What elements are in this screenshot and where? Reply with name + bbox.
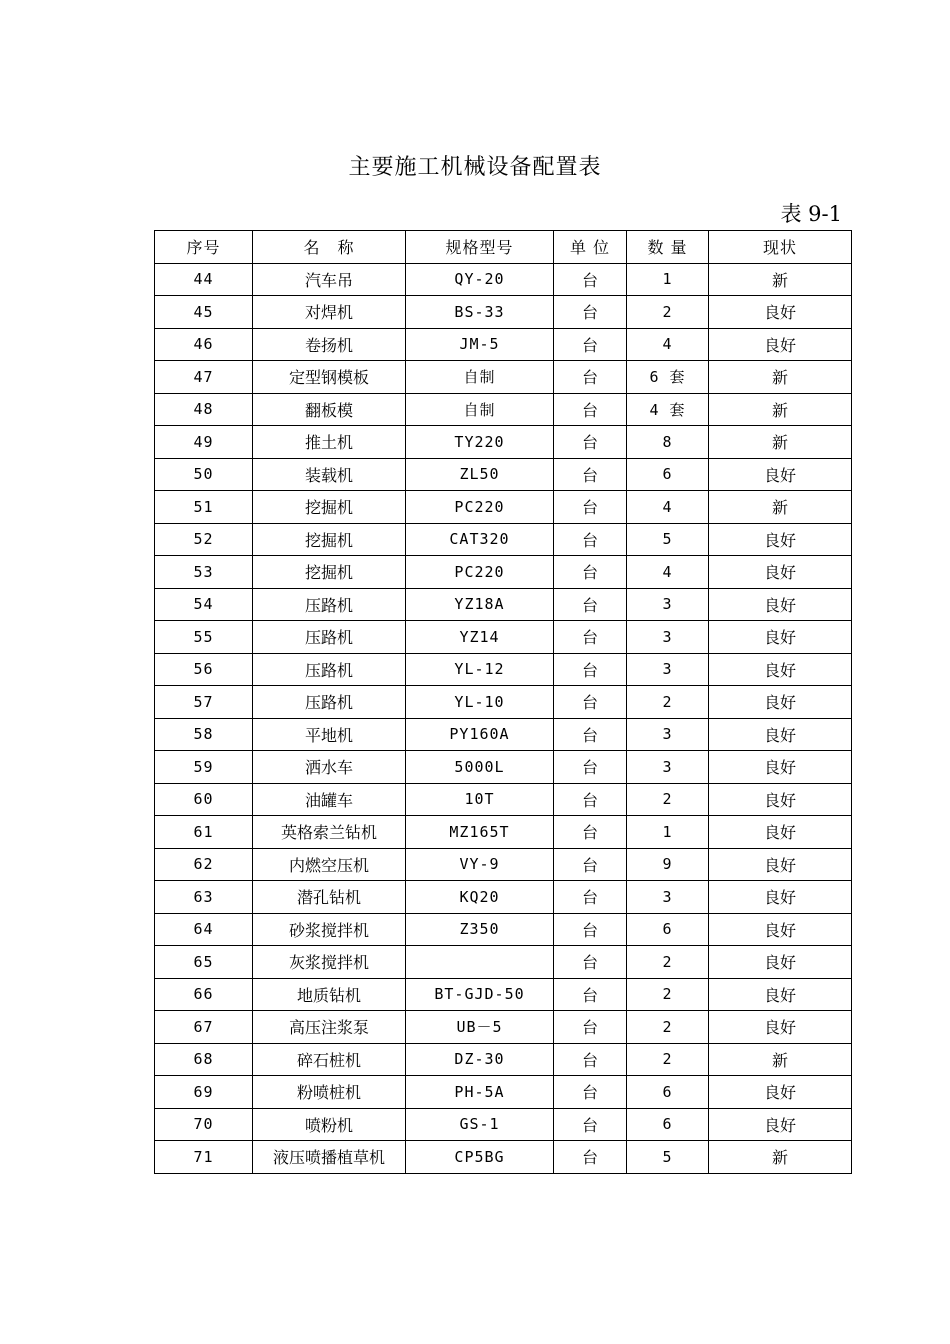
cell-model: 自制 <box>406 361 554 394</box>
header-quantity: 数 量 <box>627 231 709 264</box>
cell-name: 压路机 <box>253 621 406 654</box>
table-row <box>155 783 852 816</box>
cell-serial: 68 <box>155 1043 253 1076</box>
cell-unit: 台 <box>554 978 627 1011</box>
cell-serial: 61 <box>155 816 253 849</box>
table-row <box>155 588 852 621</box>
cell-quantity: 3 <box>627 621 709 654</box>
cell-quantity: 2 <box>627 296 709 329</box>
cell-name: 推土机 <box>253 426 406 459</box>
cell-unit: 台 <box>554 686 627 719</box>
cell-serial: 71 <box>155 1141 253 1174</box>
cell-quantity: 8 <box>627 426 709 459</box>
table-row <box>155 751 852 784</box>
cell-status: 良好 <box>709 621 852 654</box>
cell-unit: 台 <box>554 1141 627 1174</box>
cell-quantity: 3 <box>627 653 709 686</box>
cell-unit: 台 <box>554 393 627 426</box>
cell-name: 砂浆搅拌机 <box>253 913 406 946</box>
cell-unit: 台 <box>554 523 627 556</box>
cell-name: 卷扬机 <box>253 328 406 361</box>
table-row <box>155 361 852 394</box>
cell-quantity: 6 <box>627 913 709 946</box>
cell-quantity: 5 <box>627 1141 709 1174</box>
table-row <box>155 556 852 589</box>
cell-status: 良好 <box>709 296 852 329</box>
page-title: 主要施工机械设备配置表 <box>348 155 602 180</box>
cell-unit: 台 <box>554 458 627 491</box>
cell-model: MZ165T <box>406 816 554 849</box>
table-header-row <box>155 231 852 264</box>
cell-name: 潜孔钻机 <box>253 881 406 914</box>
cell-name: 对焊机 <box>253 296 406 329</box>
header-model: 规格型号 <box>406 231 554 264</box>
table-row <box>155 1011 852 1044</box>
cell-model: ZL50 <box>406 458 554 491</box>
cell-status: 良好 <box>709 783 852 816</box>
header-status: 现状 <box>709 231 852 264</box>
cell-serial: 60 <box>155 783 253 816</box>
cell-unit: 台 <box>554 718 627 751</box>
cell-name: 内燃空压机 <box>253 848 406 881</box>
cell-unit: 台 <box>554 1011 627 1044</box>
cell-unit: 台 <box>554 263 627 296</box>
cell-status: 新 <box>709 263 852 296</box>
cell-quantity: 3 <box>627 881 709 914</box>
cell-name: 地质钻机 <box>253 978 406 1011</box>
cell-quantity: 1 <box>627 263 709 296</box>
cell-serial: 64 <box>155 913 253 946</box>
table-row <box>155 1076 852 1109</box>
header-name: 名 称 <box>253 231 406 264</box>
cell-quantity: 6 <box>627 1108 709 1141</box>
cell-status: 良好 <box>709 848 852 881</box>
cell-name: 英格索兰钻机 <box>253 816 406 849</box>
cell-status: 良好 <box>709 556 852 589</box>
table-row <box>155 686 852 719</box>
cell-model: KQ20 <box>406 881 554 914</box>
cell-status: 良好 <box>709 1108 852 1141</box>
cell-serial: 67 <box>155 1011 253 1044</box>
cell-quantity: 4 <box>627 491 709 524</box>
cell-name: 装载机 <box>253 458 406 491</box>
table-row <box>155 426 852 459</box>
table-number: 表 9-1 <box>780 202 842 226</box>
cell-unit: 台 <box>554 848 627 881</box>
cell-serial: 51 <box>155 491 253 524</box>
cell-serial: 50 <box>155 458 253 491</box>
cell-quantity: 2 <box>627 978 709 1011</box>
cell-quantity: 3 <box>627 751 709 784</box>
cell-model: PC220 <box>406 491 554 524</box>
cell-model: YZ18A <box>406 588 554 621</box>
cell-name: 压路机 <box>253 653 406 686</box>
cell-unit: 台 <box>554 491 627 524</box>
cell-serial: 63 <box>155 881 253 914</box>
cell-quantity: 2 <box>627 783 709 816</box>
table-body <box>155 263 852 1173</box>
cell-model: QY-20 <box>406 263 554 296</box>
cell-name: 液压喷播植草机 <box>253 1141 406 1174</box>
cell-serial: 46 <box>155 328 253 361</box>
cell-model: CP5BG <box>406 1141 554 1174</box>
cell-status: 良好 <box>709 328 852 361</box>
cell-status: 新 <box>709 426 852 459</box>
cell-model: YL-12 <box>406 653 554 686</box>
cell-serial: 69 <box>155 1076 253 1109</box>
cell-unit: 台 <box>554 913 627 946</box>
cell-serial: 44 <box>155 263 253 296</box>
table-row <box>155 328 852 361</box>
cell-serial: 57 <box>155 686 253 719</box>
cell-model: PY160A <box>406 718 554 751</box>
cell-quantity: 2 <box>627 686 709 719</box>
cell-model: CAT320 <box>406 523 554 556</box>
cell-quantity: 4 <box>627 556 709 589</box>
table-row <box>155 978 852 1011</box>
table-row <box>155 653 852 686</box>
cell-serial: 66 <box>155 978 253 1011</box>
table-row <box>155 1043 852 1076</box>
cell-unit: 台 <box>554 328 627 361</box>
cell-serial: 62 <box>155 848 253 881</box>
cell-name: 灰浆搅拌机 <box>253 946 406 979</box>
cell-quantity: 6 套 <box>627 361 709 394</box>
cell-name: 高压注浆泵 <box>253 1011 406 1044</box>
cell-unit: 台 <box>554 1043 627 1076</box>
table-row <box>155 393 852 426</box>
cell-unit: 台 <box>554 426 627 459</box>
cell-status: 良好 <box>709 523 852 556</box>
cell-serial: 49 <box>155 426 253 459</box>
cell-status: 良好 <box>709 686 852 719</box>
cell-model: YL-10 <box>406 686 554 719</box>
cell-model: 5000L <box>406 751 554 784</box>
cell-model: 10T <box>406 783 554 816</box>
cell-model: GS-1 <box>406 1108 554 1141</box>
cell-unit: 台 <box>554 816 627 849</box>
cell-serial: 59 <box>155 751 253 784</box>
cell-serial: 47 <box>155 361 253 394</box>
cell-status: 良好 <box>709 458 852 491</box>
cell-unit: 台 <box>554 556 627 589</box>
cell-name: 洒水车 <box>253 751 406 784</box>
cell-name: 挖掘机 <box>253 556 406 589</box>
cell-quantity: 2 <box>627 1043 709 1076</box>
cell-status: 良好 <box>709 653 852 686</box>
cell-quantity: 5 <box>627 523 709 556</box>
cell-quantity: 4 <box>627 328 709 361</box>
cell-model: JM-5 <box>406 328 554 361</box>
cell-status: 良好 <box>709 1011 852 1044</box>
cell-model: 自制 <box>406 393 554 426</box>
cell-model: PC220 <box>406 556 554 589</box>
cell-status: 良好 <box>709 881 852 914</box>
cell-status: 新 <box>709 1141 852 1174</box>
table-row <box>155 491 852 524</box>
cell-unit: 台 <box>554 881 627 914</box>
cell-status: 新 <box>709 491 852 524</box>
cell-status: 良好 <box>709 978 852 1011</box>
cell-quantity: 6 <box>627 458 709 491</box>
cell-status: 良好 <box>709 816 852 849</box>
cell-model: BT-GJD-50 <box>406 978 554 1011</box>
cell-serial: 52 <box>155 523 253 556</box>
cell-status: 良好 <box>709 588 852 621</box>
cell-model: DZ-30 <box>406 1043 554 1076</box>
cell-model: YZ14 <box>406 621 554 654</box>
table-row <box>155 848 852 881</box>
table-row <box>155 523 852 556</box>
cell-serial: 54 <box>155 588 253 621</box>
table-row <box>155 946 852 979</box>
cell-name: 汽车吊 <box>253 263 406 296</box>
cell-quantity: 1 <box>627 816 709 849</box>
cell-name: 喷粉机 <box>253 1108 406 1141</box>
table-row <box>155 458 852 491</box>
cell-name: 碎石桩机 <box>253 1043 406 1076</box>
cell-name: 粉喷桩机 <box>253 1076 406 1109</box>
cell-status: 良好 <box>709 946 852 979</box>
table-row <box>155 718 852 751</box>
cell-status: 良好 <box>709 718 852 751</box>
cell-unit: 台 <box>554 653 627 686</box>
cell-unit: 台 <box>554 621 627 654</box>
header-unit: 单 位 <box>554 231 627 264</box>
cell-name: 压路机 <box>253 686 406 719</box>
cell-quantity: 2 <box>627 946 709 979</box>
cell-unit: 台 <box>554 783 627 816</box>
cell-status: 新 <box>709 1043 852 1076</box>
cell-serial: 65 <box>155 946 253 979</box>
cell-unit: 台 <box>554 1108 627 1141</box>
table-row <box>155 913 852 946</box>
cell-quantity: 2 <box>627 1011 709 1044</box>
cell-model: PH-5A <box>406 1076 554 1109</box>
table-row <box>155 816 852 849</box>
cell-name: 翻板模 <box>253 393 406 426</box>
cell-quantity: 9 <box>627 848 709 881</box>
cell-quantity: 4 套 <box>627 393 709 426</box>
cell-status: 良好 <box>709 913 852 946</box>
table-row <box>155 621 852 654</box>
equipment-table <box>154 230 852 1174</box>
cell-quantity: 6 <box>627 1076 709 1109</box>
cell-serial: 48 <box>155 393 253 426</box>
cell-unit: 台 <box>554 296 627 329</box>
cell-serial: 53 <box>155 556 253 589</box>
cell-status: 新 <box>709 361 852 394</box>
cell-name: 压路机 <box>253 588 406 621</box>
cell-serial: 45 <box>155 296 253 329</box>
cell-model: TY220 <box>406 426 554 459</box>
cell-name: 定型钢模板 <box>253 361 406 394</box>
cell-model: BS-33 <box>406 296 554 329</box>
cell-status: 良好 <box>709 751 852 784</box>
cell-unit: 台 <box>554 751 627 784</box>
cell-unit: 台 <box>554 1076 627 1109</box>
cell-unit: 台 <box>554 588 627 621</box>
cell-quantity: 3 <box>627 588 709 621</box>
cell-serial: 56 <box>155 653 253 686</box>
cell-model: UB－5 <box>406 1011 554 1044</box>
cell-model <box>406 946 554 979</box>
table-row <box>155 1141 852 1174</box>
cell-quantity: 3 <box>627 718 709 751</box>
cell-model: Z350 <box>406 913 554 946</box>
cell-unit: 台 <box>554 361 627 394</box>
cell-status: 新 <box>709 393 852 426</box>
cell-model: VY-9 <box>406 848 554 881</box>
cell-name: 油罐车 <box>253 783 406 816</box>
cell-status: 良好 <box>709 1076 852 1109</box>
header-serial: 序号 <box>155 231 253 264</box>
table-row <box>155 881 852 914</box>
cell-unit: 台 <box>554 946 627 979</box>
cell-name: 挖掘机 <box>253 523 406 556</box>
cell-serial: 55 <box>155 621 253 654</box>
cell-name: 挖掘机 <box>253 491 406 524</box>
cell-serial: 58 <box>155 718 253 751</box>
cell-name: 平地机 <box>253 718 406 751</box>
cell-serial: 70 <box>155 1108 253 1141</box>
table-row <box>155 296 852 329</box>
table-row <box>155 1108 852 1141</box>
table-row <box>155 263 852 296</box>
